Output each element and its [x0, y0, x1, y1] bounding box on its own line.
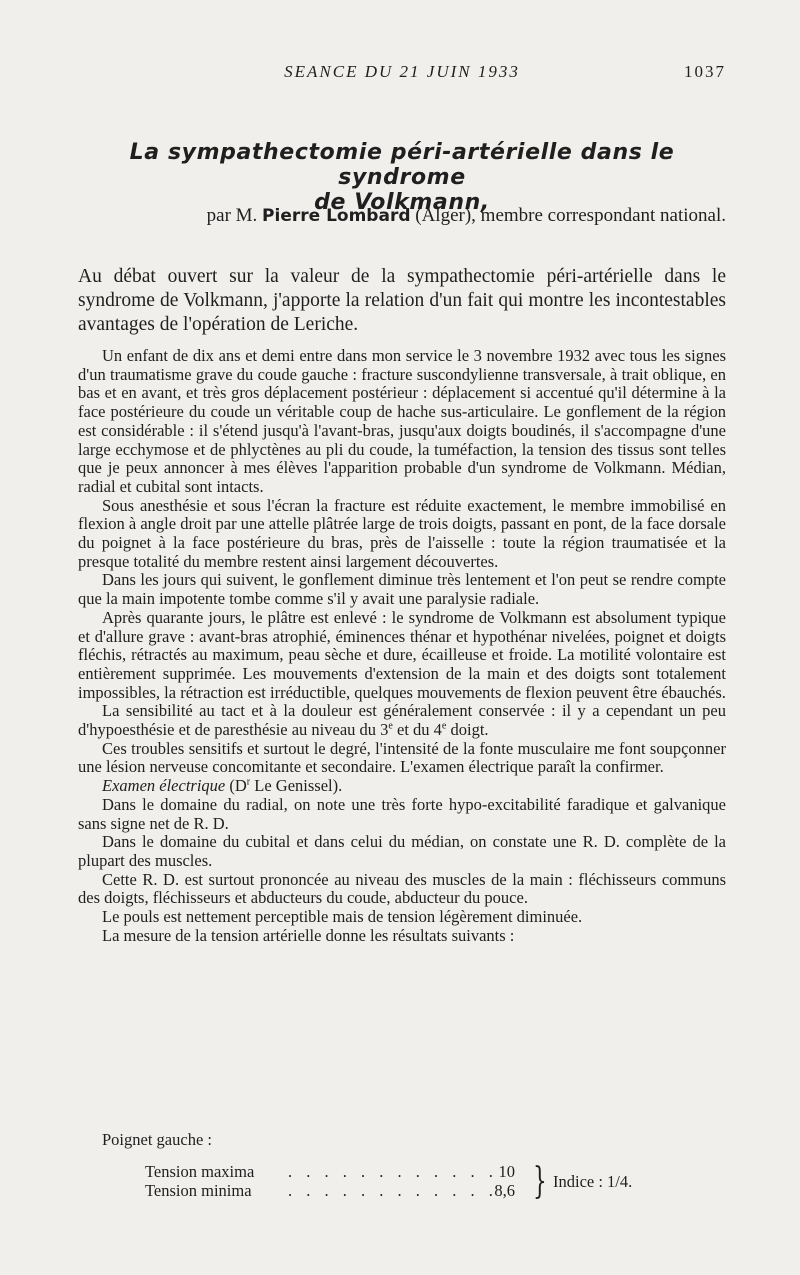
article-body — [78, 347, 726, 946]
article-title-line-2: de Volkmann, — [314, 190, 490, 215]
measurement-heading: Poignet gauche : — [102, 1130, 212, 1149]
body-paragraph: Dans le domaine du radial, on note une très forte hypo-excitabilité faradique et galvanique sans signe net de R. D. — [78, 794, 726, 833]
body-paragraph: Un enfant de dix ans et demi entre dans mon service le 3 novembre 1932 avec tous les signes d'un traumatisme grave du coude gauche : fracture suscondylienne transversale, à trait oblique, en bas et en avant, et très gros déplacement postérieur : déplacement si accentué qu'il détermine à la face postérieure du coude un véritable coup de hache sus-articulaire. Le gonflement de la région est considérable : il s'étend jusqu'à l'avant-bras, jusqu'aux doigts boudinés, il s'accompagne d'une large ecchymose et de phlyctènes au pli du coude, la tuméfaction, la tension des tissus sont telles que je peux annoncer à mes élèves l'apparition probable d'un syndrome de Volkmann. Médian, radial et cubital sont intacts. — [78, 346, 726, 496]
p5-text: La sensibilité au tact et à la douleur est généralement conservée : il y a cependant un peu d'hypoesthésie et de paresthésie au niveau du 3 — [78, 701, 726, 740]
body-paragraph — [78, 702, 726, 739]
section-heading-italic: Examen électrique — [102, 776, 226, 796]
indice-text: Indice : 1/4. — [553, 1172, 633, 1191]
body-paragraph: Dans les jours qui suivent, le gonflement diminue très lentement et l'on peut se rendre compte que la main impotente tombe comme s'il y avait une paralysie radiale. — [78, 570, 726, 609]
byline-suffix: (Alger), membre correspondant national. — [410, 205, 726, 226]
p7-end: Le Genissel). — [250, 776, 343, 796]
p5-sup-1: e — [388, 720, 393, 732]
brace-glyph: } — [533, 1161, 547, 1202]
page-number: 1037 — [684, 62, 726, 81]
byline-prefix: par M. — [206, 205, 263, 226]
leader-dots: . . . . . . . . . . . . — [288, 1181, 498, 1200]
intro-paragraph: Au débat ouvert sur la valeur de la sympathectomie péri-artérielle dans le syndrome de Volkmann, j'apporte la relation d'un fait qui montre les incontestables avantages de l'opération de Leriche. — [78, 266, 726, 335]
tension-label: Tension minima — [145, 1181, 252, 1200]
body-paragraph: Cette R. D. est surtout prononcée au niveau des muscles de la main : fléchisseurs communs des doigts, fléchisseurs et abducteurs du coude, abducteur du pouce. — [78, 869, 726, 908]
tension-value: 10 — [498, 1162, 515, 1181]
running-header — [78, 62, 726, 86]
body-paragraph: Sous anesthésie et sous l'écran la fracture est réduite exactement, le membre immobilisé en flexion à angle droit par une attelle plâtrée large de trois doigts, passant en pont, de la face dorsale du poignet à la face postérieure du bras, près de l'aisselle : toute la région traumatisée et la presque totalité du membre restent ainsi largement découvertes. — [78, 495, 726, 571]
p5-end: doigt. — [446, 720, 489, 740]
p7-rest: (D — [225, 776, 247, 796]
leader-dots: . . . . . . . . . . . . — [288, 1162, 498, 1181]
author-name: Pierre Lombard — [262, 206, 411, 226]
article-title — [78, 140, 726, 215]
running-header-title: SEANCE DU 21 JUIN 1933 — [284, 62, 520, 81]
body-paragraph — [78, 777, 726, 796]
body-paragraph: Dans le domaine du cubital et dans celui du médian, on constate une R. D. complète de la plupart des muscles. — [78, 832, 726, 870]
tension-table — [145, 1162, 705, 1200]
tension-value: 8,6 — [494, 1181, 515, 1200]
byline — [78, 205, 726, 227]
p5-mid: et du 4 — [392, 720, 442, 740]
body-paragraph: Après quarante jours, le plâtre est enlevé : le syndrome de Volkmann est absolument typique et d'allure grave : avant-bras atrophié, éminences thénar et hypothénar nivelées, poignet et doigts fléchis, rétractés au maximum, peau sèche et dure, écailleuse et froide. La motilité volontaire est entièrement supprimée. Les mouvements d'extension de la main et des doigts sont totalement impossibles, la rétraction est irréductible, quelques mouvements de flexion peuvent être ébauchés. — [78, 607, 726, 702]
p5-sup-2: e — [441, 720, 447, 732]
body-paragraph: Le pouls est nettement perceptible mais de tension légèrement diminuée. — [102, 907, 583, 927]
article-title-line-1: La sympathectomie péri-artérielle dans le syndrome — [129, 140, 675, 190]
p7-sup: r — [246, 776, 251, 788]
body-paragraph: Ces troubles sensitifs et surtout le degré, l'intensité de la fonte musculaire me font soupçonner une lésion nerveuse concomitante et secondaire. L'examen électrique paraît la confirmer. — [78, 738, 726, 777]
tension-label: Tension maxima — [145, 1162, 255, 1181]
body-paragraph: La mesure de la tension artérielle donne les résultats suivants : — [102, 925, 515, 945]
